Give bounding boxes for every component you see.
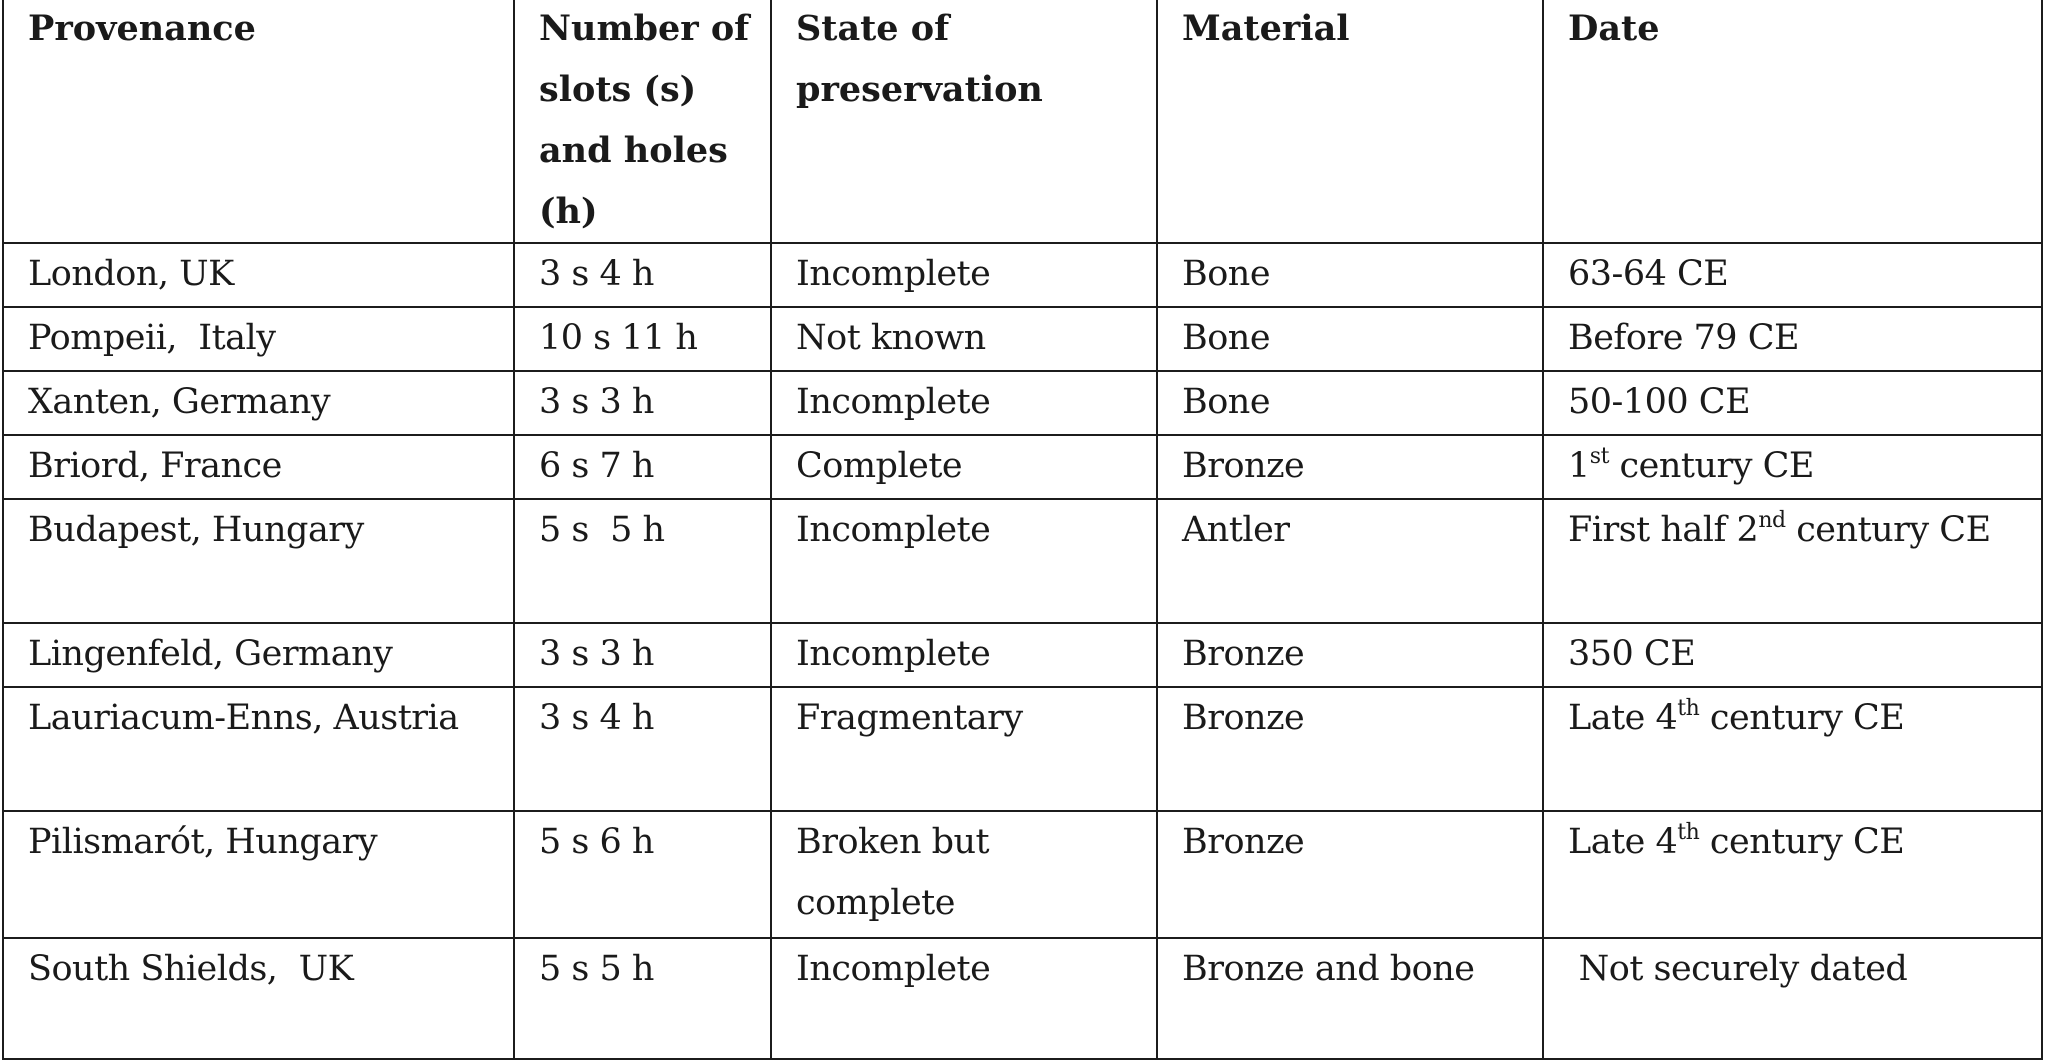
table-row	[3, 811, 2042, 938]
cell-date: 63-64 CE	[1543, 243, 2042, 307]
cell-provenance: South Shields, UK	[3, 938, 514, 1059]
cell-slots-holes: 3 s 4 h	[514, 687, 771, 811]
table-row	[3, 371, 2042, 435]
cell-date: Not securely dated	[1543, 938, 2042, 1059]
cell-date: Late 4th century CE	[1543, 811, 2042, 938]
table-row	[3, 435, 2042, 499]
cell-slots-holes: 6 s 7 h	[514, 435, 771, 499]
header-row	[3, 0, 2042, 243]
cell-provenance: Briord, France	[3, 435, 514, 499]
cell-date: 50-100 CE	[1543, 371, 2042, 435]
table-row	[3, 938, 2042, 1059]
cell-slots-holes: 5 s 5 h	[514, 499, 771, 623]
cell-provenance: London, UK	[3, 243, 514, 307]
table-row	[3, 687, 2042, 811]
cell-provenance: Budapest, Hungary	[3, 499, 514, 623]
cell-date: Before 79 CE	[1543, 307, 2042, 371]
cell-material: Bone	[1157, 307, 1543, 371]
cell-material: Bone	[1157, 243, 1543, 307]
cell-date: 350 CE	[1543, 623, 2042, 687]
cell-preservation: Incomplete	[771, 938, 1157, 1059]
table-row	[3, 623, 2042, 687]
cell-preservation: Complete	[771, 435, 1157, 499]
comparison-table	[2, 0, 2043, 1060]
cell-date: Late 4th century CE	[1543, 687, 2042, 811]
cell-material: Bronze	[1157, 623, 1543, 687]
cell-preservation: Incomplete	[771, 371, 1157, 435]
cell-slots-holes: 3 s 3 h	[514, 623, 771, 687]
header-provenance: Provenance	[3, 0, 514, 243]
cell-provenance: Lingenfeld, Germany	[3, 623, 514, 687]
cell-material: Antler	[1157, 499, 1543, 623]
cell-slots-holes: 3 s 3 h	[514, 371, 771, 435]
header-material: Material	[1157, 0, 1543, 243]
cell-preservation: Not known	[771, 307, 1157, 371]
cell-material: Bronze	[1157, 435, 1543, 499]
cell-material: Bronze	[1157, 687, 1543, 811]
cell-preservation: Broken but complete	[771, 811, 1157, 938]
cell-material: Bronze	[1157, 811, 1543, 938]
cell-slots-holes: 5 s 5 h	[514, 938, 771, 1059]
cell-provenance: Xanten, Germany	[3, 371, 514, 435]
header-slots-holes: Number of slots (s) and holes (h)	[514, 0, 771, 243]
header-preservation: State of preservation	[771, 0, 1157, 243]
cell-material: Bone	[1157, 371, 1543, 435]
cell-preservation: Incomplete	[771, 243, 1157, 307]
cell-slots-holes: 3 s 4 h	[514, 243, 771, 307]
cell-slots-holes: 5 s 6 h	[514, 811, 771, 938]
header-date: Date	[1543, 0, 2042, 243]
table-row	[3, 307, 2042, 371]
table-row	[3, 243, 2042, 307]
cell-preservation: Fragmentary	[771, 687, 1157, 811]
cell-provenance: Pompeii, Italy	[3, 307, 514, 371]
cell-provenance: Pilismarót, Hungary	[3, 811, 514, 938]
cell-preservation: Incomplete	[771, 499, 1157, 623]
cell-slots-holes: 10 s 11 h	[514, 307, 771, 371]
cell-date: First half 2nd century CE	[1543, 499, 2042, 623]
table-row	[3, 499, 2042, 623]
cell-material: Bronze and bone	[1157, 938, 1543, 1059]
cell-provenance: Lauriacum-Enns, Austria	[3, 687, 514, 811]
cell-preservation: Incomplete	[771, 623, 1157, 687]
cell-date: 1st century CE	[1543, 435, 2042, 499]
